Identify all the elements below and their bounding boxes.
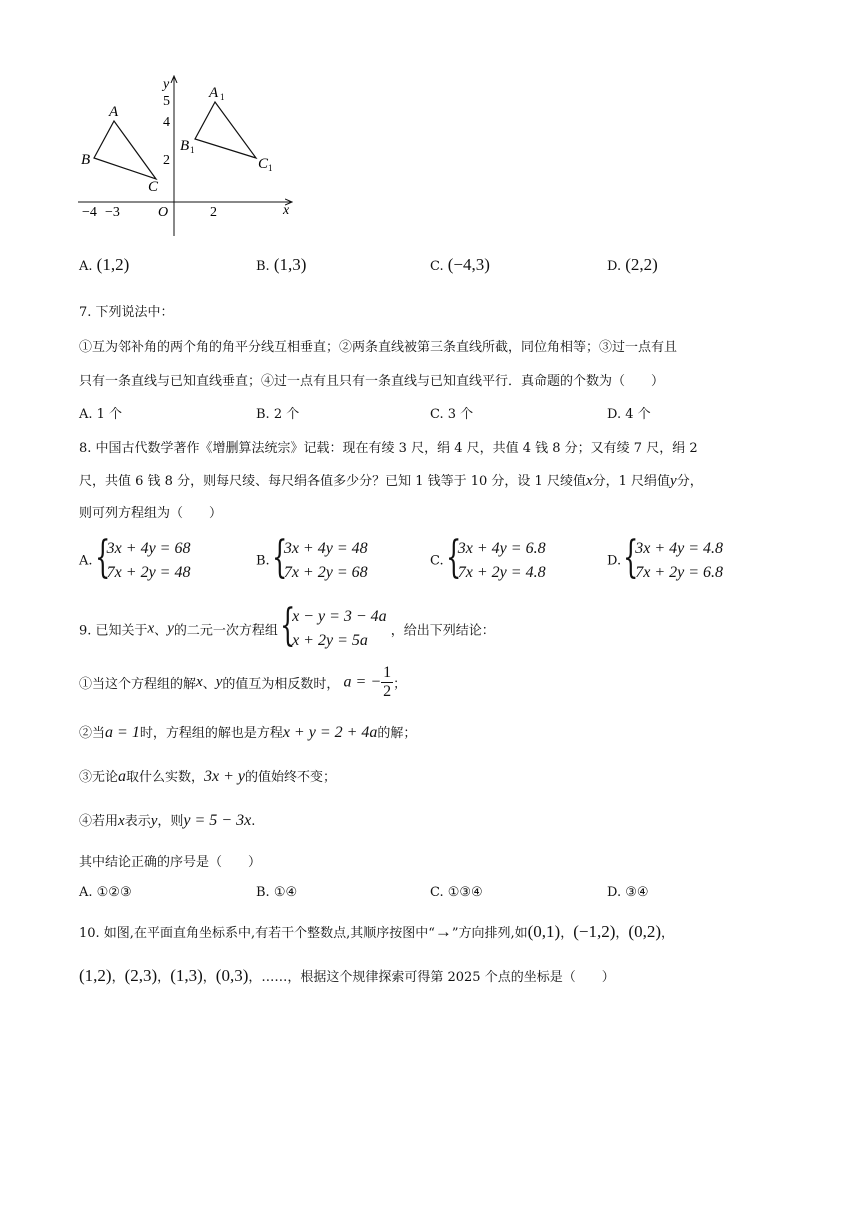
q9-option-d[interactable]: D. ③④ xyxy=(607,885,649,900)
x-axis-label: x xyxy=(283,203,290,218)
label-a: A xyxy=(109,104,119,120)
q10-line1: 10. 如图,在平面直角坐标系中,有若干个整数点,其顺序按图中“→”方向排列,如(0,1)，(−1,2)，(0,2)， xyxy=(79,922,675,941)
q7-option-c[interactable]: C. 3 个 xyxy=(430,407,474,422)
q8-option-d[interactable]: D. { 3x + 4y = 4.8 7x + 2y = 6.8 xyxy=(607,532,724,583)
coordinate-figure xyxy=(70,70,310,240)
label-b1-sub: 1 xyxy=(190,145,195,155)
tick-y-2: 2 xyxy=(163,153,170,168)
label-a1: A xyxy=(209,85,219,101)
q7-option-b[interactable]: B. 2 个 xyxy=(256,407,300,422)
q8-line3: 则可列方程组为（ ） xyxy=(79,506,223,521)
q9-conclusion-2: ②当a = 1时，方程组的解也是方程x + y = 2 + 4a的解； xyxy=(79,724,417,741)
q6-option-b[interactable]: B. (1,3) xyxy=(256,255,307,274)
q6-option-c[interactable]: C. (−4,3) xyxy=(430,255,490,274)
label-c1-sub: 1 xyxy=(268,163,273,173)
q8-option-b[interactable]: B. { 3x + 4y = 48 7x + 2y = 68 xyxy=(256,532,368,583)
q8-option-c[interactable]: C. { 3x + 4y = 6.8 7x + 2y = 4.8 xyxy=(430,532,546,583)
q8-line2: 尺，共值 6 钱 8 分，则每尺绫、每尺绢各值多少分？已知 1 钱等于 10 分，设 1 尺绫值x分，1 尺绢值y分， xyxy=(79,473,703,489)
tick-y-5: 5 xyxy=(163,94,170,109)
q8-line1: 8. 中国古代数学著作《增删算法统宗》记载：现在有绫 3 尺，绢 4 尺，共值 4 钱 8 分；又有绫 7 尺，绢 2 xyxy=(79,441,698,456)
triangle-abc xyxy=(94,121,156,179)
q6-option-d[interactable]: D. (2,2) xyxy=(607,255,658,274)
q9-option-a[interactable]: A. ①②③ xyxy=(79,885,132,900)
label-b: B xyxy=(81,152,91,168)
tick-x-neg3: −3 xyxy=(105,205,120,220)
tick-x-neg4: −4 xyxy=(82,205,97,220)
label-c1: C xyxy=(258,156,269,172)
q8-option-a[interactable]: A. { 3x + 4y = 68 7x + 2y = 48 xyxy=(79,532,191,583)
y-axis-label: y xyxy=(163,77,170,92)
q9-option-c[interactable]: C. ①③④ xyxy=(430,885,483,900)
q9-stem: 9. 已知关于x、y的二元一次方程组 { x − y = 3 − 4a x + 2y = 5a ，给出下列结论： xyxy=(79,600,495,651)
label-a1-sub: 1 xyxy=(220,92,225,102)
triangle-a1b1c1 xyxy=(195,102,256,158)
q9-conclusion-1: ①当这个方程组的解x、y的值互为相反数时， a = − $\frac{1}{2}$ ； xyxy=(79,664,407,700)
q6-option-a[interactable]: A. (1,2) xyxy=(79,255,130,274)
origin-label: O xyxy=(158,205,169,220)
label-b1: B xyxy=(180,138,190,154)
tick-x-2: 2 xyxy=(210,205,217,220)
q9-option-b[interactable]: B. ①④ xyxy=(256,885,298,900)
q7-line2: 只有一条直线与已知直线垂直；④过一点有且只有一条直线与已知直线平行．真命题的个数为（ ） xyxy=(79,374,665,389)
q7-line1: ①互为邻补角的两个角的角平分线互相垂直；②两条直线被第三条直线所截，同位角相等；③过一点有且 xyxy=(79,340,678,355)
q9-conclusion-3: ③无论a取什么实数，3x + y的值始终不变； xyxy=(79,768,337,785)
tick-y-4: 4 xyxy=(163,115,170,130)
q7-option-a[interactable]: A. 1 个 xyxy=(79,407,123,422)
q7-stem: 7. 下列说法中： xyxy=(79,305,174,320)
q9-ask: 其中结论正确的序号是（ ） xyxy=(79,855,262,870)
q9-conclusion-4: ④若用x表示y，则y = 5 − 3x. xyxy=(79,812,256,829)
label-c: C xyxy=(148,179,159,195)
q7-option-d[interactable]: D. 4 个 xyxy=(607,407,651,422)
q10-line2: (1,2)，(2,3)，(1,3)，(0,3)，……，根据这个规律探索可得第 2025 个点的坐标是（ ） xyxy=(79,966,615,985)
